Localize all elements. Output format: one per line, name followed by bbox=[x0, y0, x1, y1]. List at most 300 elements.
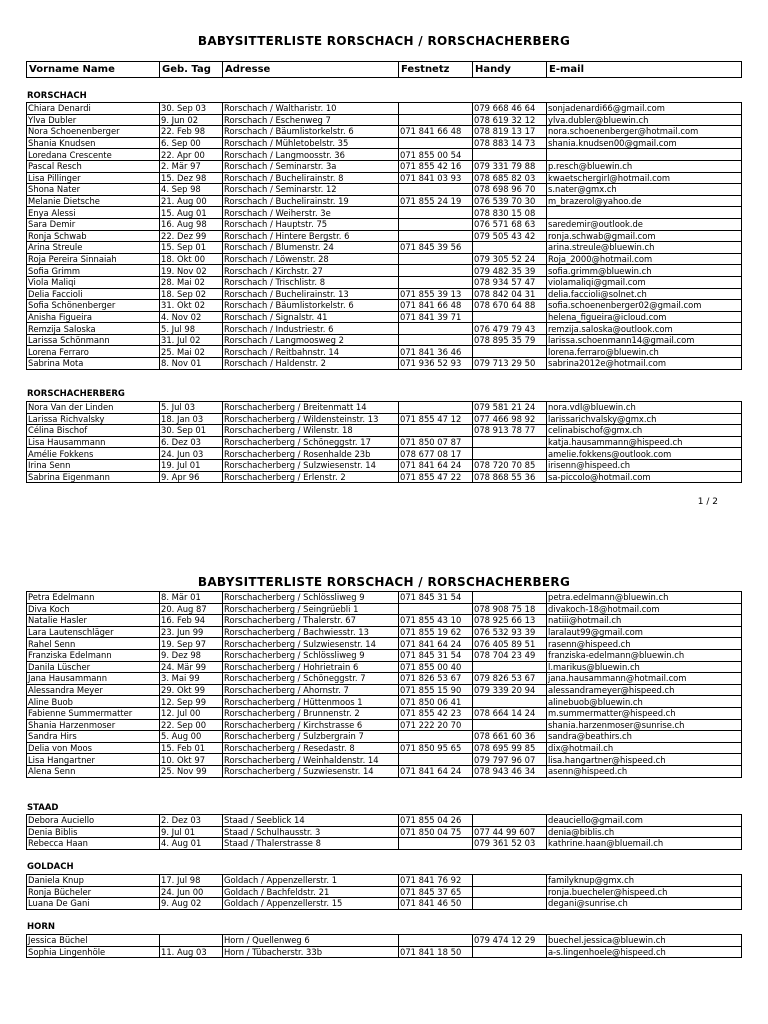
birthdate-cell: 12. Jul 00 bbox=[160, 707, 223, 719]
name-cell: Rebecca Haan bbox=[27, 838, 160, 850]
landline-cell bbox=[399, 230, 473, 242]
landline-cell bbox=[399, 731, 473, 743]
landline-cell: 071 855 43 10 bbox=[399, 615, 473, 627]
landline-cell: 071 850 07 87 bbox=[399, 436, 473, 448]
name-cell: Chiara Denardi bbox=[27, 103, 160, 115]
mobile-cell bbox=[473, 242, 547, 254]
mobile-cell: 078 819 13 17 bbox=[473, 126, 547, 138]
landline-cell: 071 841 66 48 bbox=[399, 300, 473, 312]
landline-cell bbox=[399, 207, 473, 219]
mobile-cell bbox=[473, 311, 547, 323]
address-cell: Rorschach / Buchelirainstr. 13 bbox=[223, 288, 399, 300]
name-cell: Rahel Senn bbox=[27, 638, 160, 650]
name-cell: Danila Lüscher bbox=[27, 661, 160, 673]
address-cell: Rorschacherberg / Breitenmatt 14 bbox=[223, 402, 399, 414]
email-cell: nora.schoenenberger@hotmail.com bbox=[547, 126, 742, 138]
birthdate-cell: 22. Dez 99 bbox=[160, 230, 223, 242]
table-staad bbox=[26, 814, 742, 850]
email-cell: sabrina2012e@hotmail.com bbox=[547, 358, 742, 370]
landline-cell bbox=[399, 137, 473, 149]
email-cell: ronja.schwab@gmail.com bbox=[547, 230, 742, 242]
section-label-goldach: GOLDACH bbox=[27, 862, 74, 872]
email-cell: violamaliqi@gmail.com bbox=[547, 276, 742, 288]
address-cell: Rorschach / Buchelirainstr. 8 bbox=[223, 172, 399, 184]
address-cell: Rorschach / Eschenweg 7 bbox=[223, 114, 399, 126]
table-row bbox=[27, 230, 742, 242]
name-cell: Diva Koch bbox=[27, 603, 160, 615]
address-cell: Rorschacherberg / Schöneggstr. 17 bbox=[223, 436, 399, 448]
email-cell: sandra@beathirs.ch bbox=[547, 731, 742, 743]
address-cell: Rorschacherberg / Rosenhalde 23b bbox=[223, 448, 399, 460]
address-cell: Rorschacherberg / Schlössliweg 9 bbox=[223, 649, 399, 661]
mobile-cell: 079 581 21 24 bbox=[473, 402, 547, 414]
landline-cell: 071 855 24 19 bbox=[399, 195, 473, 207]
table-row bbox=[27, 661, 742, 673]
name-cell: Sara Demir bbox=[27, 218, 160, 230]
landline-cell bbox=[399, 402, 473, 414]
table-row bbox=[27, 172, 742, 184]
birthdate-cell: 19. Sep 97 bbox=[160, 638, 223, 650]
landline-cell bbox=[399, 603, 473, 615]
name-cell: Alena Senn bbox=[27, 765, 160, 777]
address-cell: Rorschach / Trischlistr. 8 bbox=[223, 276, 399, 288]
address-cell: Rorschacherberg / Bachwiesstr. 13 bbox=[223, 626, 399, 638]
email-cell: katja.hausammann@hispeed.ch bbox=[547, 436, 742, 448]
table-row bbox=[27, 649, 742, 661]
table-row bbox=[27, 638, 742, 650]
table-row bbox=[27, 195, 742, 207]
email-cell: sofia.schoenenberger02@gmail.com bbox=[547, 300, 742, 312]
name-cell: Larissa Schönmann bbox=[27, 334, 160, 346]
birthdate-cell: 5. Jul 03 bbox=[160, 402, 223, 414]
birthdate-cell: 2. Mär 97 bbox=[160, 160, 223, 172]
landline-cell: 071 222 20 70 bbox=[399, 719, 473, 731]
address-cell: Rorschacherberg / Resedastr. 8 bbox=[223, 742, 399, 754]
address-cell: Rorschacherberg / Hohrietrain 6 bbox=[223, 661, 399, 673]
birthdate-cell bbox=[160, 935, 223, 947]
email-cell: celinabischof@gmx.ch bbox=[547, 425, 742, 437]
landline-cell: 071 845 39 56 bbox=[399, 242, 473, 254]
landline-cell: 071 855 47 12 bbox=[399, 413, 473, 425]
table-rorschacherberg-cont bbox=[26, 591, 742, 778]
mobile-cell bbox=[473, 346, 547, 358]
table-rorschacherberg bbox=[26, 401, 742, 483]
name-cell: Jessica Büchel bbox=[27, 935, 160, 947]
name-cell: Sabrina Mota bbox=[27, 358, 160, 370]
landline-cell bbox=[399, 253, 473, 265]
table-row bbox=[27, 838, 742, 850]
email-cell: kwaetschergirl@hotmail.com bbox=[547, 172, 742, 184]
landline-cell: 071 841 66 48 bbox=[399, 126, 473, 138]
birthdate-cell: 15. Dez 98 bbox=[160, 172, 223, 184]
table-row bbox=[27, 425, 742, 437]
birthdate-cell: 22. Feb 98 bbox=[160, 126, 223, 138]
email-cell: sofia.grimm@bluewin.ch bbox=[547, 265, 742, 277]
email-cell: natiii@hotmail.ch bbox=[547, 615, 742, 627]
column-header: Handy bbox=[473, 62, 547, 78]
birthdate-cell: 2. Dez 03 bbox=[160, 815, 223, 827]
table-row bbox=[27, 603, 742, 615]
mobile-cell: 079 331 79 88 bbox=[473, 160, 547, 172]
address-cell: Rorschach / Hauptstr. 75 bbox=[223, 218, 399, 230]
address-cell: Rorschach / Seminarstr. 12 bbox=[223, 184, 399, 196]
mobile-cell: 078 908 75 18 bbox=[473, 603, 547, 615]
name-cell: Ronja Schwab bbox=[27, 230, 160, 242]
name-cell: Nora Schoenenberger bbox=[27, 126, 160, 138]
mobile-cell: 079 713 29 50 bbox=[473, 358, 547, 370]
name-cell: Daniela Knup bbox=[27, 875, 160, 887]
landline-cell bbox=[399, 323, 473, 335]
birthdate-cell: 30. Sep 01 bbox=[160, 425, 223, 437]
mobile-cell: 077 466 98 92 bbox=[473, 413, 547, 425]
address-cell: Rorschacherberg / Thalerstr. 67 bbox=[223, 615, 399, 627]
birthdate-cell: 28. Mai 02 bbox=[160, 276, 223, 288]
address-cell: Rorschach / Bäumlistorkelstr. 6 bbox=[223, 126, 399, 138]
name-cell: Petra Edelmann bbox=[27, 592, 160, 604]
name-cell: Viola Maliqi bbox=[27, 276, 160, 288]
address-cell: Rorschacherberg / Seingrüebli 1 bbox=[223, 603, 399, 615]
name-cell: Sofia Grimm bbox=[27, 265, 160, 277]
table-row bbox=[27, 875, 742, 887]
email-cell: a-s.lingenhoele@hispeed.ch bbox=[547, 946, 742, 958]
birthdate-cell: 4. Sep 98 bbox=[160, 184, 223, 196]
mobile-cell: 078 619 32 12 bbox=[473, 114, 547, 126]
landline-cell: 071 855 00 54 bbox=[399, 149, 473, 161]
birthdate-cell: 11. Aug 03 bbox=[160, 946, 223, 958]
address-cell: Rorschach / Mühletobelstr. 35 bbox=[223, 137, 399, 149]
table-row bbox=[27, 826, 742, 838]
page-title-2: BABYSITTERLISTE RORSCHACH / RORSCHACHERBERG bbox=[197, 575, 571, 589]
name-cell: Aline Buob bbox=[27, 696, 160, 708]
name-cell: Melanie Dietsche bbox=[27, 195, 160, 207]
address-cell: Rorschacherberg / Hüttenmoos 1 bbox=[223, 696, 399, 708]
name-cell: Remzija Saloska bbox=[27, 323, 160, 335]
birthdate-cell: 9. Jul 01 bbox=[160, 826, 223, 838]
birthdate-cell: 9. Jun 02 bbox=[160, 114, 223, 126]
name-cell: Luana De Gani bbox=[27, 898, 160, 910]
landline-cell: 071 850 04 75 bbox=[399, 826, 473, 838]
table-row bbox=[27, 265, 742, 277]
name-cell: Jana Hausammann bbox=[27, 673, 160, 685]
mobile-cell: 076 479 79 43 bbox=[473, 323, 547, 335]
table-row bbox=[27, 436, 742, 448]
table-row bbox=[27, 673, 742, 685]
table-row bbox=[27, 184, 742, 196]
name-cell: Lara Lautenschläger bbox=[27, 626, 160, 638]
birthdate-cell: 5. Aug 00 bbox=[160, 731, 223, 743]
table-row bbox=[27, 207, 742, 219]
email-cell: amelie.fokkens@outlook.com bbox=[547, 448, 742, 460]
name-cell: Pascal Resch bbox=[27, 160, 160, 172]
name-cell: Natalie Hasler bbox=[27, 615, 160, 627]
address-cell: Staad / Schulhausstr. 3 bbox=[223, 826, 399, 838]
mobile-cell: 078 868 55 36 bbox=[473, 471, 547, 483]
email-cell bbox=[547, 149, 742, 161]
landline-cell: 071 841 64 24 bbox=[399, 459, 473, 471]
table-row bbox=[27, 459, 742, 471]
mobile-cell: 078 704 23 49 bbox=[473, 649, 547, 661]
mobile-cell: 076 532 93 39 bbox=[473, 626, 547, 638]
address-cell: Staad / Seeblick 14 bbox=[223, 815, 399, 827]
name-cell: Delia Faccioli bbox=[27, 288, 160, 300]
address-cell: Rorschacherberg / Wilenstr. 18 bbox=[223, 425, 399, 437]
email-cell: divakoch-18@hotmail.com bbox=[547, 603, 742, 615]
landline-cell: 071 841 39 71 bbox=[399, 311, 473, 323]
section-label-rorschach: RORSCHACH bbox=[27, 91, 87, 101]
name-cell: Fabienne Summermatter bbox=[27, 707, 160, 719]
address-cell: Rorschacherberg / Sulzwiesenstr. 14 bbox=[223, 459, 399, 471]
name-cell: Ylva Dubler bbox=[27, 114, 160, 126]
section-label-staad: STAAD bbox=[27, 803, 59, 813]
mobile-cell: 078 925 66 13 bbox=[473, 615, 547, 627]
birthdate-cell: 16. Aug 98 bbox=[160, 218, 223, 230]
mobile-cell bbox=[473, 149, 547, 161]
email-cell: m.summermatter@hispeed.ch bbox=[547, 707, 742, 719]
mobile-cell: 076 571 68 63 bbox=[473, 218, 547, 230]
address-cell: Rorschacherberg / Weinhaldenstr. 14 bbox=[223, 754, 399, 766]
table-row bbox=[27, 346, 742, 358]
column-header: Adresse bbox=[223, 62, 399, 78]
address-cell: Rorschach / Langmoosstr. 36 bbox=[223, 149, 399, 161]
mobile-cell: 078 670 64 88 bbox=[473, 300, 547, 312]
landline-cell: 071 855 00 40 bbox=[399, 661, 473, 673]
landline-cell: 071 936 52 93 bbox=[399, 358, 473, 370]
page-number: 1 / 2 bbox=[697, 497, 718, 507]
name-cell: Anisha Figueira bbox=[27, 311, 160, 323]
email-cell: Roja_2000@hotmail.com bbox=[547, 253, 742, 265]
table-row bbox=[27, 448, 742, 460]
table-row bbox=[27, 114, 742, 126]
landline-cell bbox=[399, 838, 473, 850]
birthdate-cell: 21. Aug 00 bbox=[160, 195, 223, 207]
address-cell: Rorschach / Kirchstr. 27 bbox=[223, 265, 399, 277]
mobile-cell: 078 664 14 24 bbox=[473, 707, 547, 719]
mobile-cell: 079 797 96 07 bbox=[473, 754, 547, 766]
header-row bbox=[27, 62, 742, 78]
landline-cell: 071 826 53 67 bbox=[399, 673, 473, 685]
header-table bbox=[26, 61, 742, 78]
address-cell: Rorschach / Waltharistr. 10 bbox=[223, 103, 399, 115]
birthdate-cell: 18. Okt 00 bbox=[160, 253, 223, 265]
column-header: Geb. Tag bbox=[160, 62, 223, 78]
birthdate-cell: 8. Mär 01 bbox=[160, 592, 223, 604]
mobile-cell: 078 913 78 77 bbox=[473, 425, 547, 437]
table-row bbox=[27, 160, 742, 172]
birthdate-cell: 22. Sep 00 bbox=[160, 719, 223, 731]
table-row bbox=[27, 754, 742, 766]
mobile-cell: 078 661 60 36 bbox=[473, 731, 547, 743]
name-cell: Lorena Ferraro bbox=[27, 346, 160, 358]
name-cell: Debora Auciello bbox=[27, 815, 160, 827]
birthdate-cell: 5. Jul 98 bbox=[160, 323, 223, 335]
address-cell: Goldach / Appenzellerstr. 1 bbox=[223, 875, 399, 887]
table-row bbox=[27, 288, 742, 300]
email-cell: arina.streule@bluewin.ch bbox=[547, 242, 742, 254]
mobile-cell: 079 474 12 29 bbox=[473, 935, 547, 947]
address-cell: Rorschacherberg / Sulzwiesenstr. 14 bbox=[223, 638, 399, 650]
landline-cell bbox=[399, 334, 473, 346]
birthdate-cell: 24. Mär 99 bbox=[160, 661, 223, 673]
column-header: Festnetz bbox=[399, 62, 473, 78]
birthdate-cell: 6. Sep 00 bbox=[160, 137, 223, 149]
landline-cell: 071 855 19 62 bbox=[399, 626, 473, 638]
birthdate-cell: 4. Aug 01 bbox=[160, 838, 223, 850]
email-cell: s.nater@gmx.ch bbox=[547, 184, 742, 196]
section-label-rorschacherberg: RORSCHACHERBERG bbox=[27, 389, 125, 399]
table-row bbox=[27, 471, 742, 483]
name-cell: Sabrina Eigenmann bbox=[27, 471, 160, 483]
landline-cell bbox=[399, 184, 473, 196]
birthdate-cell: 17. Jul 98 bbox=[160, 875, 223, 887]
address-cell: Rorschacherberg / Brunnenstr. 2 bbox=[223, 707, 399, 719]
address-cell: Rorschacherberg / Wildensteinstr. 13 bbox=[223, 413, 399, 425]
mobile-cell bbox=[473, 448, 547, 460]
email-cell: alessandrameyer@hispeed.ch bbox=[547, 684, 742, 696]
birthdate-cell: 19. Jul 01 bbox=[160, 459, 223, 471]
table-row bbox=[27, 684, 742, 696]
landline-cell: 071 845 37 65 bbox=[399, 886, 473, 898]
address-cell: Rorschacherberg / Schlössliweg 9 bbox=[223, 592, 399, 604]
email-cell: m_brazerol@yahoo.de bbox=[547, 195, 742, 207]
name-cell: Enya Alessi bbox=[27, 207, 160, 219]
name-cell: Ronja Bücheler bbox=[27, 886, 160, 898]
name-cell: Amélie Fokkens bbox=[27, 448, 160, 460]
address-cell: Rorschach / Blumenstr. 24 bbox=[223, 242, 399, 254]
email-cell: dix@hotmail.ch bbox=[547, 742, 742, 754]
address-cell: Horn / Quellenweg 6 bbox=[223, 935, 399, 947]
name-cell: Lisa Hausammann bbox=[27, 436, 160, 448]
birthdate-cell: 18. Jan 03 bbox=[160, 413, 223, 425]
table-row bbox=[27, 707, 742, 719]
email-cell: deauciello@gmail.com bbox=[547, 815, 742, 827]
name-cell: Arina Streule bbox=[27, 242, 160, 254]
birthdate-cell: 31. Okt 02 bbox=[160, 300, 223, 312]
name-cell: Delia von Moos bbox=[27, 742, 160, 754]
email-cell: ronja.buecheler@hispeed.ch bbox=[547, 886, 742, 898]
table-row bbox=[27, 696, 742, 708]
table-row bbox=[27, 358, 742, 370]
table-row bbox=[27, 323, 742, 335]
mobile-cell bbox=[473, 661, 547, 673]
email-cell: familyknup@gmx.ch bbox=[547, 875, 742, 887]
email-cell: jana.hausammann@hotmail.com bbox=[547, 673, 742, 685]
mobile-cell: 079 361 52 03 bbox=[473, 838, 547, 850]
landline-cell bbox=[399, 265, 473, 277]
mobile-cell bbox=[473, 592, 547, 604]
landline-cell: 071 850 95 65 bbox=[399, 742, 473, 754]
table-row bbox=[27, 253, 742, 265]
table-row bbox=[27, 719, 742, 731]
landline-cell: 071 855 39 13 bbox=[399, 288, 473, 300]
mobile-cell bbox=[473, 946, 547, 958]
name-cell: Sandra Hirs bbox=[27, 731, 160, 743]
email-cell: remzija.saloska@outlook.com bbox=[547, 323, 742, 335]
address-cell: Rorschach / Signalstr. 41 bbox=[223, 311, 399, 323]
birthdate-cell: 9. Apr 96 bbox=[160, 471, 223, 483]
landline-cell: 071 841 76 92 bbox=[399, 875, 473, 887]
address-cell: Rorschacherberg / Ahornstr. 7 bbox=[223, 684, 399, 696]
landline-cell: 071 850 06 41 bbox=[399, 696, 473, 708]
birthdate-cell: 24. Jun 00 bbox=[160, 886, 223, 898]
email-cell bbox=[547, 207, 742, 219]
landline-cell: 071 855 42 23 bbox=[399, 707, 473, 719]
table-row bbox=[27, 898, 742, 910]
name-cell: Lisa Hangartner bbox=[27, 754, 160, 766]
email-cell: lisa.hangartner@hispeed.ch bbox=[547, 754, 742, 766]
email-cell: asenn@hispeed.ch bbox=[547, 765, 742, 777]
address-cell: Rorschach / Löwenstr. 28 bbox=[223, 253, 399, 265]
table-row bbox=[27, 815, 742, 827]
table-row bbox=[27, 935, 742, 947]
mobile-cell: 078 934 57 47 bbox=[473, 276, 547, 288]
birthdate-cell: 8. Nov 01 bbox=[160, 358, 223, 370]
landline-cell: 071 855 47 22 bbox=[399, 471, 473, 483]
mobile-cell: 077 44 99 607 bbox=[473, 826, 547, 838]
mobile-cell: 078 695 99 85 bbox=[473, 742, 547, 754]
landline-cell: 071 845 31 54 bbox=[399, 649, 473, 661]
landline-cell bbox=[399, 425, 473, 437]
name-cell: Shania Knudsen bbox=[27, 137, 160, 149]
email-cell: laralaut99@gmail.com bbox=[547, 626, 742, 638]
address-cell: Goldach / Bachfeldstr. 21 bbox=[223, 886, 399, 898]
birthdate-cell: 22. Apr 00 bbox=[160, 149, 223, 161]
landline-cell bbox=[399, 218, 473, 230]
birthdate-cell: 12. Sep 99 bbox=[160, 696, 223, 708]
birthdate-cell: 29. Okt 99 bbox=[160, 684, 223, 696]
email-cell: saredemir@outlook.de bbox=[547, 218, 742, 230]
mobile-cell: 076 539 70 30 bbox=[473, 195, 547, 207]
email-cell: p.resch@bluewin.ch bbox=[547, 160, 742, 172]
table-row bbox=[27, 765, 742, 777]
birthdate-cell: 9. Dez 98 bbox=[160, 649, 223, 661]
mobile-cell: 079 826 53 67 bbox=[473, 673, 547, 685]
address-cell: Rorschach / Weiherstr. 3e bbox=[223, 207, 399, 219]
landline-cell bbox=[399, 103, 473, 115]
mobile-cell bbox=[473, 898, 547, 910]
mobile-cell: 079 305 52 24 bbox=[473, 253, 547, 265]
landline-cell: 071 841 36 46 bbox=[399, 346, 473, 358]
birthdate-cell: 25. Mai 02 bbox=[160, 346, 223, 358]
mobile-cell: 079 482 35 39 bbox=[473, 265, 547, 277]
email-cell: shania.harzenmoser@sunrise.ch bbox=[547, 719, 742, 731]
name-cell: Alessandra Meyer bbox=[27, 684, 160, 696]
email-cell: kathrine.haan@bluemail.ch bbox=[547, 838, 742, 850]
birthdate-cell: 6. Dez 03 bbox=[160, 436, 223, 448]
mobile-cell bbox=[473, 886, 547, 898]
email-cell: degani@sunrise.ch bbox=[547, 898, 742, 910]
name-cell: Célina Bischof bbox=[27, 425, 160, 437]
email-cell: rasenn@hispeed.ch bbox=[547, 638, 742, 650]
birthdate-cell: 19. Nov 02 bbox=[160, 265, 223, 277]
table-rorschach bbox=[26, 102, 742, 370]
landline-cell: 071 841 18 50 bbox=[399, 946, 473, 958]
table-row bbox=[27, 742, 742, 754]
name-cell: Shona Nater bbox=[27, 184, 160, 196]
address-cell: Rorschacherberg / Kirchstrasse 6 bbox=[223, 719, 399, 731]
email-cell: shania.knudsen00@gmail.com bbox=[547, 137, 742, 149]
email-cell: sonjadenardi66@gmail.com bbox=[547, 103, 742, 115]
mobile-cell: 079 668 46 64 bbox=[473, 103, 547, 115]
mobile-cell: 078 698 96 70 bbox=[473, 184, 547, 196]
name-cell: Franziska Edelmann bbox=[27, 649, 160, 661]
address-cell: Rorschach / Hintere Bergstr. 6 bbox=[223, 230, 399, 242]
address-cell: Rorschach / Buchelirainstr. 19 bbox=[223, 195, 399, 207]
address-cell: Goldach / Appenzellerstr. 15 bbox=[223, 898, 399, 910]
table-row bbox=[27, 242, 742, 254]
table-row bbox=[27, 334, 742, 346]
landline-cell bbox=[399, 935, 473, 947]
landline-cell: 071 845 31 54 bbox=[399, 592, 473, 604]
